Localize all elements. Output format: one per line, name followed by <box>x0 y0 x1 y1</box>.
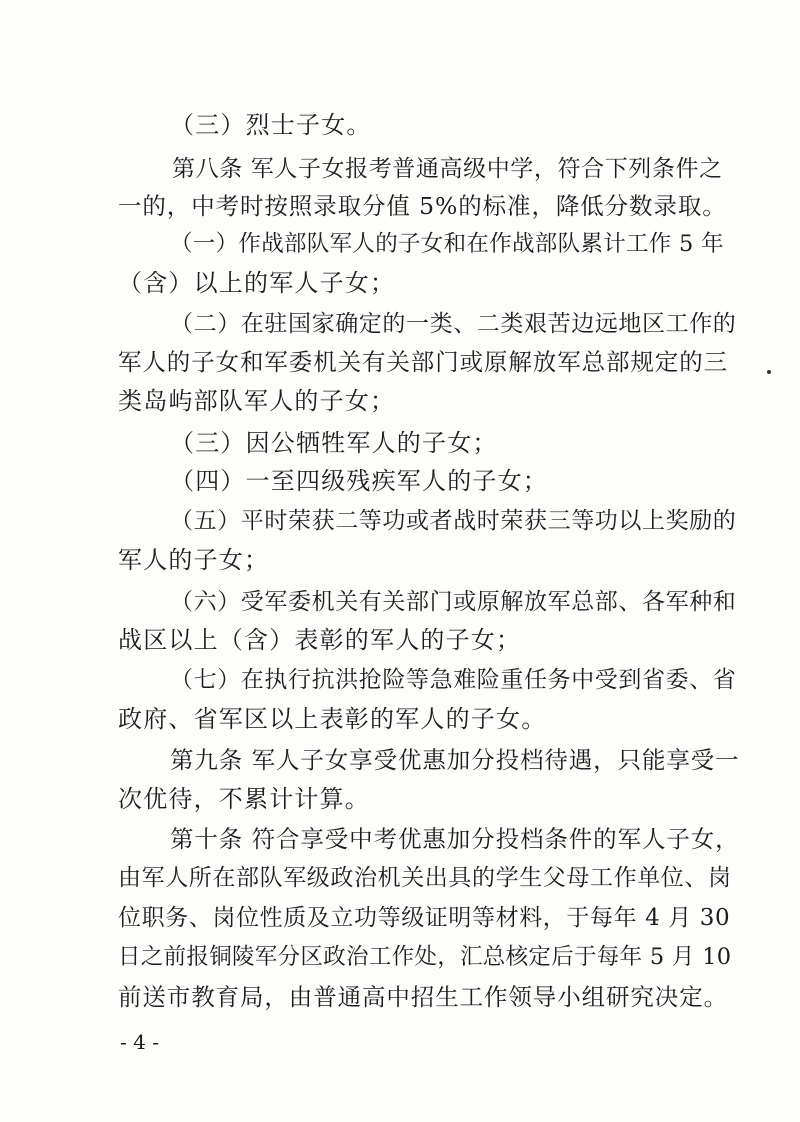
text-line: 日之前报铜陵军分区政治工作处，汇总核定后于每年 5 月 10 <box>118 944 732 970</box>
text-line: （四）一至四级残疾军人的子女； <box>170 467 548 495</box>
text-line: 前送市教育局，由普通高中招生工作领导小组研究决定。 <box>118 983 728 1011</box>
text-line: （一）作战部队军人的子女和在作战部队累计工作 5 年 <box>170 231 724 257</box>
text-line: （三）因公牺牲军人的子女； <box>170 429 498 457</box>
text-line: 军人的子女； <box>118 546 270 574</box>
text-line: （五）平时荣获二等功或者战时荣获三等功以上奖励的 <box>170 508 737 534</box>
text-line: （三）烈士子女。 <box>170 111 372 139</box>
text-line: 一的，中考时按照录取分值 5%的标准，降低分数录取。 <box>118 192 727 220</box>
text-line: （六）受军委机关有关部门或原解放军总部、各军种和 <box>170 589 737 615</box>
text-line: （含）以上的军人子女； <box>118 269 396 297</box>
text-line: 战区以上（含）表彰的军人的子女； <box>118 626 522 654</box>
article-10-heading-line: 第十条 符合享受中考优惠加分投档条件的军人子女， <box>170 825 740 853</box>
page-number: - 4 - <box>120 1030 159 1054</box>
scan-speck <box>767 370 771 374</box>
text-line: 军人的子女和军委机关有关部门或原解放军总部规定的三 <box>118 348 728 376</box>
article-8-heading-line: 第八条 军人子女报考普通高级中学，符合下列条件之 <box>172 156 723 182</box>
text-line: （二）在驻国家确定的一类、二类艰苦边远地区工作的 <box>170 311 737 337</box>
text-line: 次优待，不累计计算。 <box>118 785 370 813</box>
text-line: 位职务、岗位性质及立功等级证明等材料，于每年 4 月 30 <box>118 905 731 931</box>
text-line: （七）在执行抗洪抢险等急难险重任务中受到省委、省 <box>170 667 737 693</box>
text-line: 由军人所在部队军级政治机关出具的学生父母工作单位、岗 <box>118 865 732 891</box>
text-line: 类岛屿部队军人的子女； <box>118 387 396 415</box>
text-line: 政府、省军区以上表彰的军人的子女。 <box>118 705 547 733</box>
article-9-heading-line: 第九条 军人子女享受优惠加分投档待遇，只能享受一 <box>170 746 740 774</box>
